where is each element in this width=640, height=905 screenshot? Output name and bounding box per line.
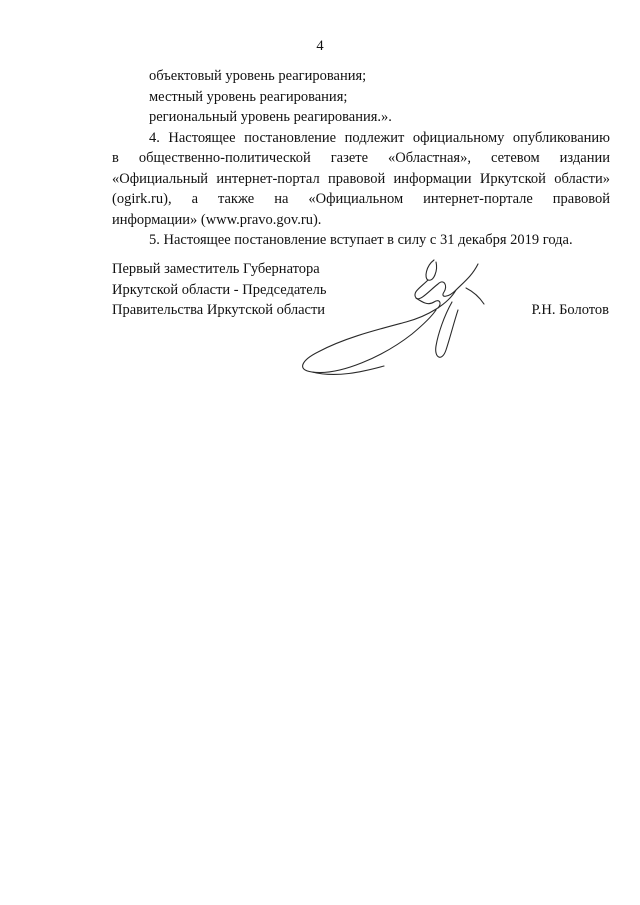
paragraph-4-line-2: в общественно-политической газете «Областная», сетевом издании — [112, 150, 610, 166]
paragraph-4-line-1: 4. Настоящее постановление подлежит официальному опубликованию — [149, 129, 610, 146]
signer-title-line-2: Иркутской области - Председатель — [112, 281, 327, 298]
list-line-object-level: объектовый уровень реагирования; — [149, 68, 367, 84]
paragraph-5: 5. Настоящее постановление вступает в силу с 31 декабря 2019 года. — [149, 232, 573, 248]
signer-name: Р.Н. Болотов — [531, 302, 609, 318]
handwritten-signature — [288, 242, 488, 382]
paragraph-4-line-4: (ogirk.ru), а также на «Официальном интернет-портале правовой — [112, 191, 610, 207]
signer-title-line-1: Первый заместитель Губернатора — [112, 261, 320, 277]
document-body — [112, 66, 610, 251]
paragraph-4-line-3: «Официальный интернет-портал правовой информации Иркутской области» — [112, 170, 610, 187]
list-line-regional-level: региональный уровень реагирования.». — [149, 109, 392, 125]
paragraph-4-line-5: информации» (www.pravo.gov.ru). — [112, 211, 322, 228]
signer-title-line-3: Правительства Иркутской области — [112, 302, 326, 318]
list-line-local-level: местный уровень реагирования; — [149, 88, 348, 105]
page-number: 4 — [316, 38, 324, 54]
